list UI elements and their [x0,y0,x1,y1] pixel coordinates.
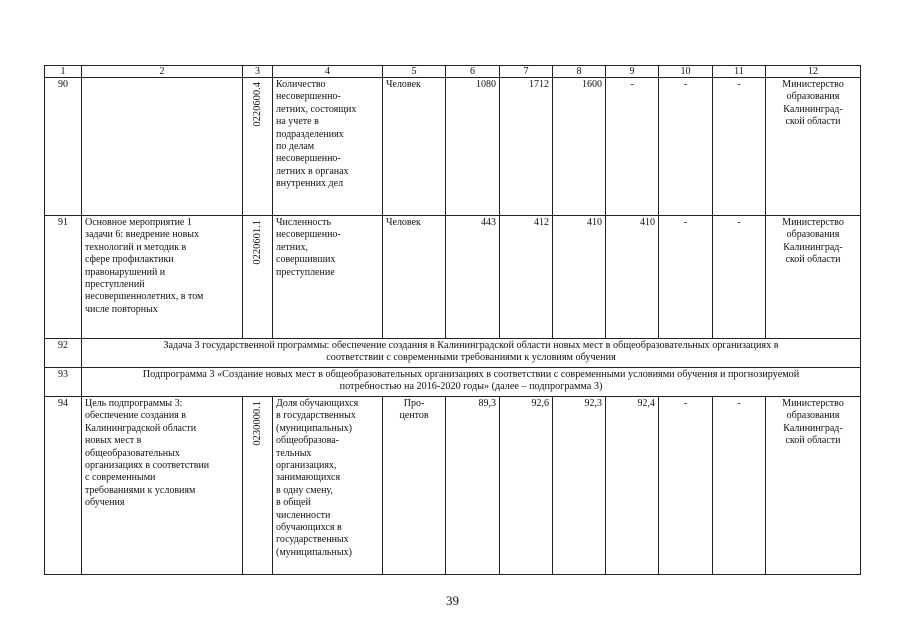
unit: Про- центов [383,397,446,575]
task-heading: Задача 3 государственной программы: обеспечение создания в Калининградской области новых мест в общеобразовательных организациях в соответствии с современными требованиями к условиям обучения [82,339,861,368]
value-col6: 443 [446,216,500,339]
event-name: Основное мероприятие 1 задачи 6: внедрение новых технологий и методик в сфере профилактики правонарушений и преступлений несовершеннолетних, в том числе повторных [82,216,243,339]
value-col8: 410 [553,216,606,339]
executor: Министерство образования Калининград- ской области [766,397,861,575]
row-number: 94 [45,397,82,575]
value-col7: 1712 [500,78,553,216]
table-row [45,397,861,575]
row-number: 92 [45,339,82,368]
value-col7: 92,6 [500,397,553,575]
value-col9: 92,4 [606,397,659,575]
column-number: 3 [243,66,273,78]
indicators-table [44,65,861,575]
column-number: 11 [713,66,766,78]
column-number: 5 [383,66,446,78]
table-row [45,216,861,339]
value-col6: 89,3 [446,397,500,575]
value-col6: 1080 [446,78,500,216]
value-col9: 410 [606,216,659,339]
indicator-name: Доля обучающихся в государственных (муниципальных) общеобразова- тельных организациях, занимающихся в одну смену, в общей численности обучающихся в государственных (муниципальных) [273,397,383,575]
row-number: 93 [45,368,82,397]
value-col8: 92,3 [553,397,606,575]
column-number: 9 [606,66,659,78]
event-name [82,78,243,216]
executor: Министерство образования Калининград- ской области [766,78,861,216]
column-number: 4 [273,66,383,78]
indicator-code-cell [243,397,273,575]
indicator-code-cell [243,78,273,216]
indicator-name: Количество несовершенно- летних, состоящих на учете в подразделениях по делам несовершенно- летних в органах внутренних дел [273,78,383,216]
indicator-code-cell [243,216,273,339]
unit: Человек [383,78,446,216]
page-number: 39 [446,593,459,608]
column-number: 1 [45,66,82,78]
column-number: 10 [659,66,713,78]
value-col10: - [659,216,713,339]
indicator-code: 0220600.4 [251,82,263,127]
indicator-code: 0230000.1 [251,401,263,446]
indicator-name: Численность несовершенно- летних, совершивших преступление [273,216,383,339]
row-number: 90 [45,78,82,216]
column-number: 12 [766,66,861,78]
value-col11: - [713,216,766,339]
table-row [45,339,861,368]
indicator-code: 0220601.1 [251,220,263,265]
value-col11: - [713,78,766,216]
event-name: Цель подпрограммы 3: обеспечение создания в Калининградской области новых мест в общеобразовательных организациях в соответствии с современными требованиями к условиям обучения [82,397,243,575]
row-number: 91 [45,216,82,339]
table-row [45,368,861,397]
value-col8: 1600 [553,78,606,216]
subprogram-heading: Подпрограмма 3 «Создание новых мест в общеобразовательных организациях в соответствии с современными условиями обучения и прогнозируемой потребностью на 2016-2020 годы» (далее – подпрограмма 3) [82,368,861,397]
column-number: 8 [553,66,606,78]
column-number: 6 [446,66,500,78]
value-col9: - [606,78,659,216]
value-col10: - [659,397,713,575]
table-row [45,78,861,216]
executor: Министерство образования Калининград- ской области [766,216,861,339]
unit: Человек [383,216,446,339]
value-col10: - [659,78,713,216]
value-col11: - [713,397,766,575]
column-numbers-row [45,66,861,78]
value-col7: 412 [500,216,553,339]
column-number: 7 [500,66,553,78]
column-number: 2 [82,66,243,78]
